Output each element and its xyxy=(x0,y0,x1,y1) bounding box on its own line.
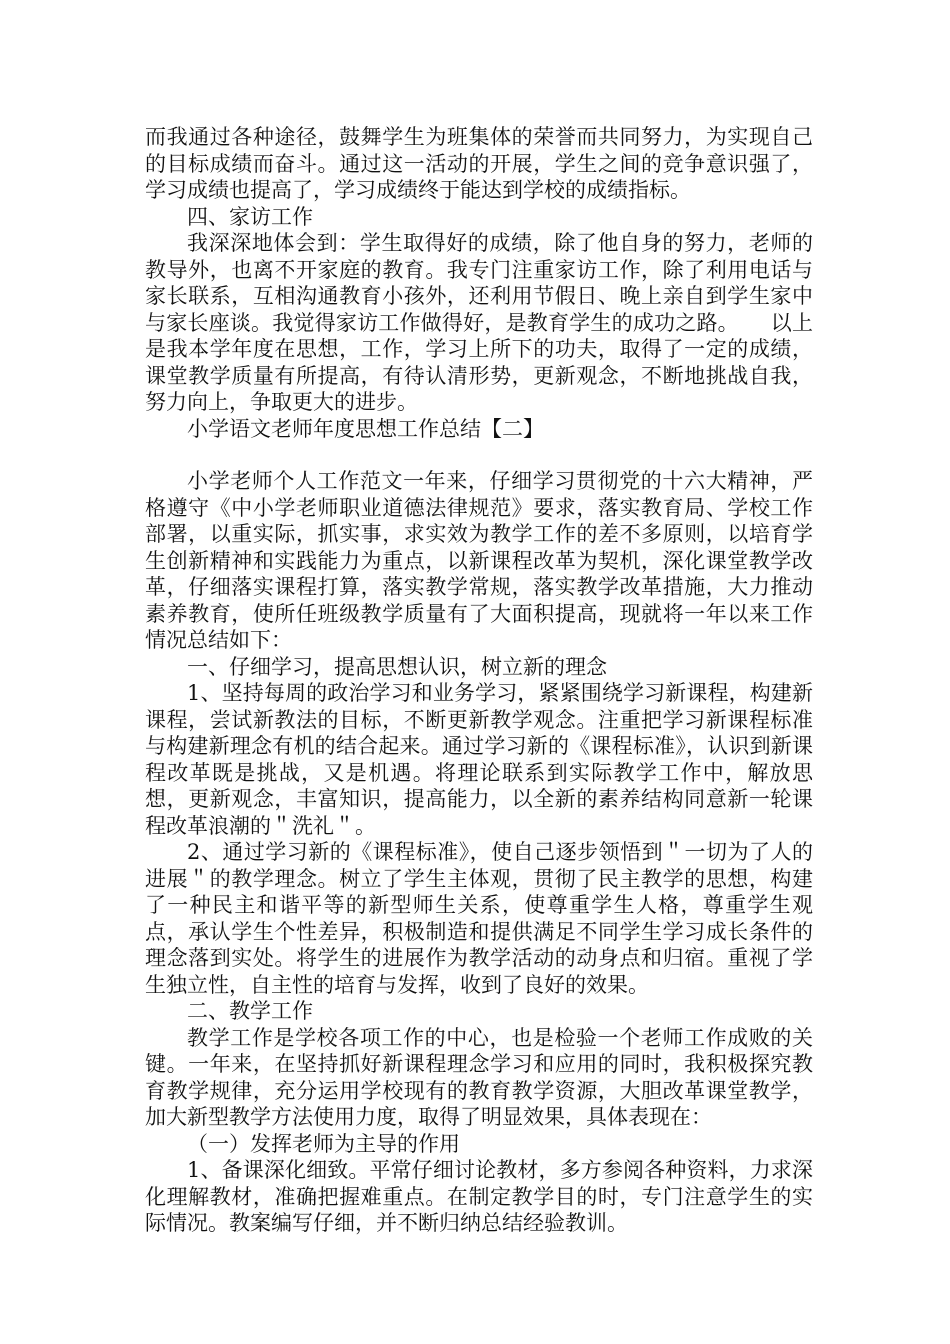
paragraph-lesson-preparation: 1、备课深化细致。平常仔细讨论教材，多方参阅各种资料，力求深化理解教材，准确把握难重点。在制定教学目的时，专门注意学生的实际情况。教案编写仔细，并不断归纳总结经验教训。 xyxy=(145,1158,813,1235)
heading-teaching-work: 二、教学工作 xyxy=(187,999,313,1023)
heading-teacher-leading-role: （一）发挥老师为主导的作用 xyxy=(187,1131,460,1156)
document-body xyxy=(145,124,813,1237)
paragraph-weekly-study: 1、坚持每周的政治学习和业务学习，紧紧围绕学习新课程，构建新课程，尝试新教法的目标，不断更新教学观念。注重把学习新课程标准与构建新理念有机的结合起来。通过学习新的《课程标准》，认识到新课程改革既是挑战，又是机遇。将理论联系到实际教学工作中，解放思想，更新观念，丰富知识，提高能力，以全新的素养结构同意新一轮课程改革浪潮的＂洗礼＂。 xyxy=(145,681,813,838)
heading-home-visits: 四、家访工作 xyxy=(187,204,313,229)
paragraph-class-motivation: 而我通过各种途径，鼓舞学生为班集体的荣誉而共同努力，为实现自己的目标成绩而奋斗。通过这一活动的开展，学生之间的竞争意识强了，学习成绩也提高了，学习成绩终于能达到学校的成绩指标。 xyxy=(145,125,813,202)
paragraph-home-visits: 我深深地体会到：学生取得好的成绩，除了他自身的努力，老师的教导外，也离不开家庭的教育。我专门注重家访工作，除了利用电话与家长联系，互相沟通教育小孩外，还利用节假日、晚上亲自到学生家中与家长座谈。我觉得家访工作做得好，是教育学生的成功之路。 以上是我本学年度在思想，工作，学习上所下的功夫，取得了一定的成绩，课堂教学质量有所提高，有待认清形势，更新观念，不断地挑战自我，努力向上，争取更大的进步。 xyxy=(145,231,813,414)
paragraph-intro-summary: 小学老师个人工作范文一年来，仔细学习贯彻党的十六大精神，严格遵守《中小学老师职业道德法律规范》要求，落实教育局、学校工作部署，以重实际，抓实事，求实效为教学工作的差不多原则，以培育学生创新精神和实践能力为重点，以新课程改革为契机，深化课堂教学改革，仔细落实课程打算，落实教学常规，落实教学改革措施，大力推动素养教育，使所任班级教学质量有了大面积提高，现就将一年以来工作情况总结如下： xyxy=(145,469,813,652)
section-title-summary-two: 小学语文老师年度思想工作总结【二】 xyxy=(187,416,544,441)
heading-study-ideas: 一、仔细学习，提高思想认识，树立新的理念 xyxy=(187,654,607,679)
paragraph-curriculum-standard: 2、通过学习新的《课程标准》，使自己逐步领悟到＂一切为了人的进展＂的教学理念。树立了学生主体观，贯彻了民主教学的思想，构建了一种民主和谐平等的新型师生关系，使尊重学生人格，尊重学生观点，承认学生个性差异，积极制造和提供满足不同学生学习成长条件的理念落到实处。将学生的进展作为教学活动的动身点和归宿。重视了学生独立性，自主性的培育与发挥，收到了良好的效果。 xyxy=(145,840,813,997)
paragraph-teaching-work: 教学工作是学校各项工作的中心，也是检验一个老师工作成败的关键。一年来，在坚持抓好新课程理念学习和应用的同时，我积极探究教育教学规律，充分运用学校现有的教育教学资源，大胆改革课堂教学，加大新型教学方法使用力度，取得了明显效果，具体表现在： xyxy=(145,1025,813,1129)
